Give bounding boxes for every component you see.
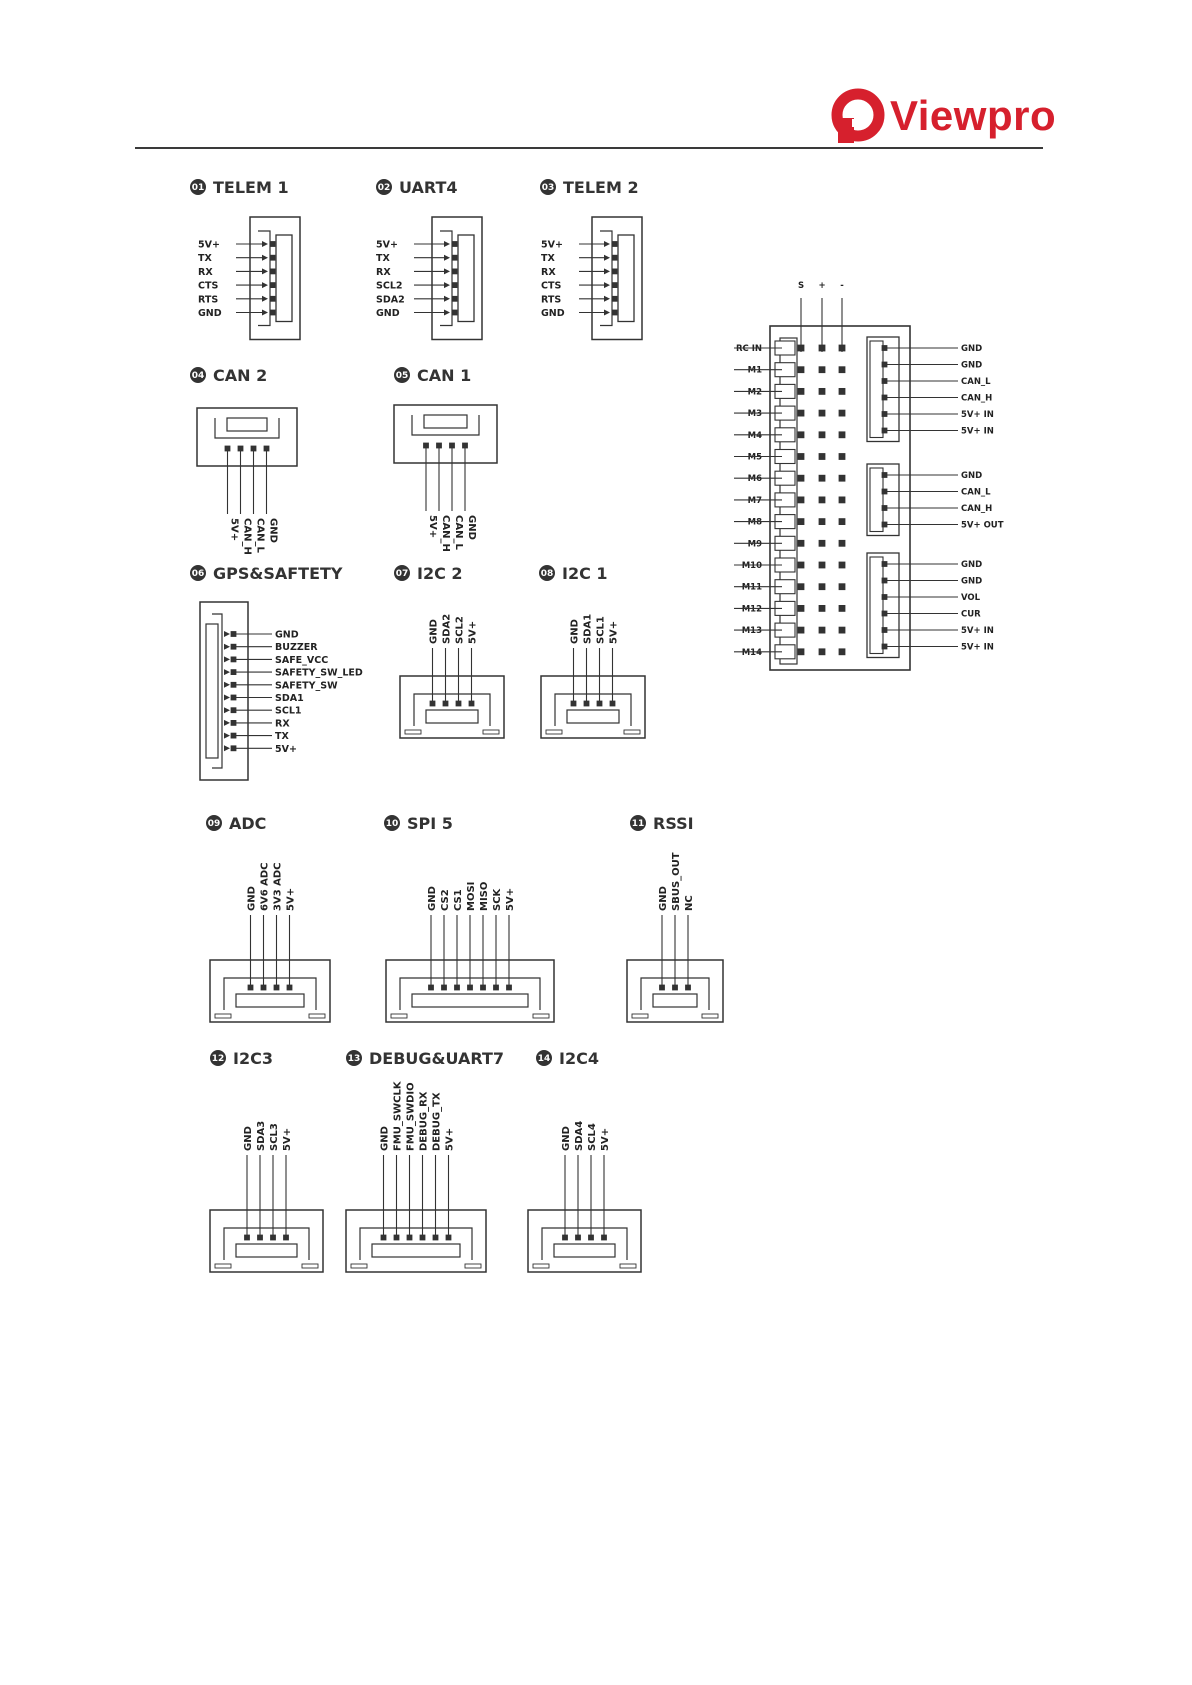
pin-label: 3V3 ADC — [272, 862, 284, 911]
pin-arrow — [224, 631, 230, 637]
pin-label: SDA3 — [256, 1120, 267, 1151]
section-title-can2 — [190, 366, 267, 385]
pin-arrow — [224, 669, 230, 675]
pin-label: SDA2 — [376, 294, 405, 306]
section-title-telem1 — [190, 178, 289, 197]
pin-label: SCL2 — [376, 280, 403, 292]
section-number: 05 — [395, 371, 409, 381]
pin-label: GND — [267, 518, 279, 543]
connector-gps — [200, 602, 363, 780]
pin-label: GND — [561, 1126, 572, 1151]
section-title-adc — [206, 814, 266, 833]
rail-row-label: M9 — [747, 539, 762, 550]
rail-power-pin-label: CUR — [961, 609, 981, 620]
pin-label: SCL1 — [275, 705, 302, 717]
pin-label: 5V+ — [541, 239, 563, 251]
pin-label: SCK — [492, 888, 503, 911]
pin-label: SAFE_VCC — [275, 654, 329, 666]
pin-arrow — [604, 268, 610, 274]
section-title: TELEM 1 — [213, 178, 289, 197]
rail-power-pin-label: CAN_H — [961, 393, 993, 404]
pin-arrow — [444, 282, 450, 288]
rail-power-pin-label: CAN_L — [961, 377, 991, 387]
section-title: SPI 5 — [407, 814, 453, 833]
section-number: 04 — [191, 371, 205, 381]
rail-power-pin-label: GND — [961, 471, 983, 481]
pin-label: SCL4 — [587, 1123, 598, 1151]
rail-power-pin-label: 5V+ IN — [961, 410, 994, 420]
connector-telem2 — [541, 217, 642, 340]
connector-rssi — [627, 852, 723, 1022]
rail-column-label: + — [818, 281, 826, 291]
pin-arrow — [224, 707, 230, 713]
pin-label: RTS — [198, 294, 219, 306]
pin-label: 5V+ — [467, 620, 479, 644]
pin-label: CAN_H — [440, 515, 451, 552]
pin-label: GND — [569, 619, 581, 644]
pin-label: DEBUG_RX — [418, 1091, 430, 1151]
pin-arrow — [604, 241, 610, 247]
pin-label: 5V+ — [444, 1127, 456, 1151]
pin-label: CS1 — [453, 889, 464, 911]
pin-label: CS2 — [440, 889, 451, 911]
section-title: UART4 — [399, 178, 458, 197]
connector-i2c1 — [541, 614, 645, 738]
section-title-spi5 — [384, 814, 453, 833]
pin-arrow — [444, 310, 450, 316]
pin-label: FMU_SWCLK — [392, 1081, 404, 1151]
rail-power-pin-label: 5V+ IN — [961, 642, 994, 653]
pin-label: MISO — [479, 881, 490, 911]
rail-row-label: M8 — [747, 517, 762, 528]
section-number: 14 — [537, 1054, 551, 1064]
pin-label: 5V+ — [376, 239, 398, 251]
pin-label: CTS — [541, 280, 562, 292]
pin-label: GND — [376, 308, 400, 319]
pin-arrow — [444, 268, 450, 274]
section-title-gps — [190, 564, 343, 583]
section-title: CAN 1 — [417, 366, 472, 385]
rail-row-label: M7 — [747, 495, 762, 506]
pin-arrow — [444, 296, 450, 302]
pin-label: 5V+ — [608, 620, 620, 644]
section-title-telem2 — [540, 178, 639, 197]
pin-label: MOSI — [466, 881, 477, 911]
section-title: RSSI — [653, 814, 694, 833]
rail-row-label: M14 — [741, 647, 762, 658]
pin-label: CAN_L — [453, 515, 464, 550]
pin-label: RX — [541, 266, 556, 278]
pin-arrow — [262, 282, 268, 288]
section-title: ADC — [229, 814, 267, 833]
section-title: GPS&SAFTETY — [213, 564, 343, 583]
pin-label: RTS — [541, 294, 562, 306]
pin-label: SCL1 — [595, 616, 607, 644]
pin-label: 5V+ — [282, 1127, 293, 1151]
pin-label: SAFETY_SW_LED — [275, 667, 363, 679]
pin-label: GND — [246, 886, 258, 911]
connector-i2c4 — [528, 1121, 641, 1272]
section-number: 03 — [541, 183, 555, 193]
pin-label: GND — [466, 515, 477, 540]
pin-label: CTS — [198, 280, 219, 292]
servo-rail — [734, 281, 1004, 670]
pin-label: 5V+ — [275, 743, 297, 755]
pin-label: CAN_H — [241, 518, 253, 555]
rail-power-pin-label: 5V+ IN — [961, 626, 994, 636]
rail-row-label: M12 — [741, 604, 762, 615]
pin-label: SCL3 — [269, 1123, 280, 1151]
pin-arrow — [604, 310, 610, 316]
section-title: CAN 2 — [213, 366, 268, 385]
section-number: 11 — [631, 819, 645, 829]
pin-arrow — [444, 241, 450, 247]
connector-i2c2 — [400, 614, 504, 738]
pin-label: TX — [198, 253, 212, 265]
connector-telem1 — [198, 217, 300, 340]
rail-column-label: - — [840, 281, 844, 291]
pin-label: SCL2 — [454, 616, 466, 644]
section-title: DEBUG&UART7 — [369, 1049, 505, 1068]
connector-i2c3 — [210, 1121, 323, 1272]
pin-label: SDA4 — [574, 1120, 585, 1151]
pin-label: SBUS_OUT — [671, 852, 682, 911]
rail-row-label: M11 — [741, 582, 762, 593]
rail-row-label: M1 — [747, 365, 762, 376]
pin-label: CAN_L — [254, 518, 266, 553]
rail-power-pin-label: VOL — [961, 593, 981, 603]
section-title-i2c1 — [539, 564, 608, 583]
rail-row-label: M10 — [741, 561, 762, 571]
pin-label: SDA2 — [441, 613, 453, 644]
pin-arrow — [224, 733, 230, 739]
rail-row-label: M5 — [747, 452, 762, 463]
pin-label: GND — [428, 619, 440, 644]
pin-label: BUZZER — [275, 642, 318, 654]
section-number: 10 — [385, 819, 399, 829]
pin-label: GND — [243, 1126, 254, 1151]
pin-arrow — [262, 255, 268, 261]
pin-label: TX — [275, 731, 289, 743]
section-title-debug — [346, 1049, 504, 1068]
pin-label: 5V+ — [198, 239, 220, 251]
rail-power-pin-label: GND — [961, 560, 983, 570]
section-number: 08 — [540, 569, 554, 579]
section-number: 06 — [191, 569, 205, 579]
connector-debug — [346, 1080, 486, 1272]
rail-row-label: M13 — [741, 626, 762, 637]
pin-label: 5V+ — [427, 515, 438, 539]
pin-label: GND — [427, 886, 438, 911]
section-number: 01 — [191, 183, 205, 193]
connector-can1 — [394, 405, 497, 552]
pin-label: 5V+ — [285, 887, 297, 911]
pin-label: TX — [376, 253, 390, 265]
section-number: 07 — [395, 569, 409, 579]
section-title-uart4 — [376, 178, 458, 197]
pin-label: GND — [379, 1126, 391, 1151]
rail-power-pin-label: 5V+ OUT — [961, 520, 1004, 531]
rail-row-label: M4 — [747, 430, 762, 441]
pin-label: 5V+ — [505, 887, 516, 911]
pin-label: 6V6 ADC — [259, 862, 271, 911]
pin-arrow — [224, 695, 230, 701]
pin-arrow — [604, 296, 610, 302]
pin-label: 5V+ — [228, 518, 240, 542]
pin-arrow — [224, 720, 230, 726]
pin-label: GND — [198, 308, 222, 319]
rail-power-pin-label: 5V+ IN — [961, 426, 994, 437]
pin-label: SDA1 — [275, 693, 304, 704]
section-number: 02 — [377, 183, 391, 193]
section-title-can1 — [394, 366, 471, 385]
brand-name: Viewpro — [890, 92, 1057, 139]
pin-label: SAFETY_SW — [275, 680, 338, 692]
pin-arrow — [224, 656, 230, 662]
connector-spi5 — [386, 882, 554, 1022]
pin-arrow — [604, 282, 610, 288]
section-title-i2c4 — [536, 1049, 599, 1068]
section-number: 13 — [347, 1054, 361, 1064]
rail-power-pin-label: CAN_L — [961, 487, 991, 498]
pin-arrow — [224, 745, 230, 751]
rail-column-label: S — [797, 281, 805, 291]
section-title-i2c2 — [394, 564, 463, 583]
pin-arrow — [224, 682, 230, 688]
pin-label: SDA1 — [582, 613, 594, 644]
pin-label: FMU_SWDIO — [405, 1082, 417, 1151]
section-title-rssi — [630, 814, 694, 833]
pin-arrow — [262, 310, 268, 316]
section-title: I2C3 — [233, 1049, 273, 1068]
section-title: I2C 1 — [562, 564, 608, 583]
section-title: I2C4 — [559, 1049, 599, 1068]
rail-power-pin-label: GND — [961, 576, 983, 587]
section-number: 09 — [207, 819, 221, 829]
pin-arrow — [604, 255, 610, 261]
rail-power-pin-label: GND — [961, 344, 983, 354]
rail-row-label: RC IN — [735, 344, 762, 354]
pin-label: RX — [198, 266, 213, 278]
rail-row-label: M3 — [747, 409, 762, 420]
pin-label: NC — [684, 895, 695, 911]
section-title-i2c3 — [210, 1049, 273, 1068]
pin-label: GND — [275, 629, 299, 641]
pin-arrow — [262, 268, 268, 274]
pin-label: 5V+ — [600, 1127, 611, 1151]
section-number: 12 — [211, 1054, 225, 1064]
pin-label: RX — [275, 718, 290, 730]
rail-row-label: M2 — [747, 387, 762, 398]
pin-arrow — [224, 644, 230, 650]
section-title: I2C 2 — [417, 564, 463, 583]
connector-adc — [210, 862, 330, 1022]
pin-arrow — [444, 255, 450, 261]
rail-row-label: M6 — [747, 474, 762, 485]
rail-power-pin-label: CAN_H — [961, 504, 993, 514]
pin-label: GND — [658, 886, 669, 911]
pin-label: RX — [376, 266, 391, 278]
pin-arrow — [262, 296, 268, 302]
pin-label: GND — [541, 308, 565, 319]
pin-arrow — [262, 241, 268, 247]
connector-can2 — [197, 408, 297, 555]
connector-uart4 — [376, 217, 482, 340]
section-title: TELEM 2 — [563, 178, 639, 197]
pin-label: TX — [541, 253, 555, 265]
pin-label: DEBUG_TX — [431, 1092, 443, 1151]
rail-power-pin-label: GND — [961, 360, 983, 371]
